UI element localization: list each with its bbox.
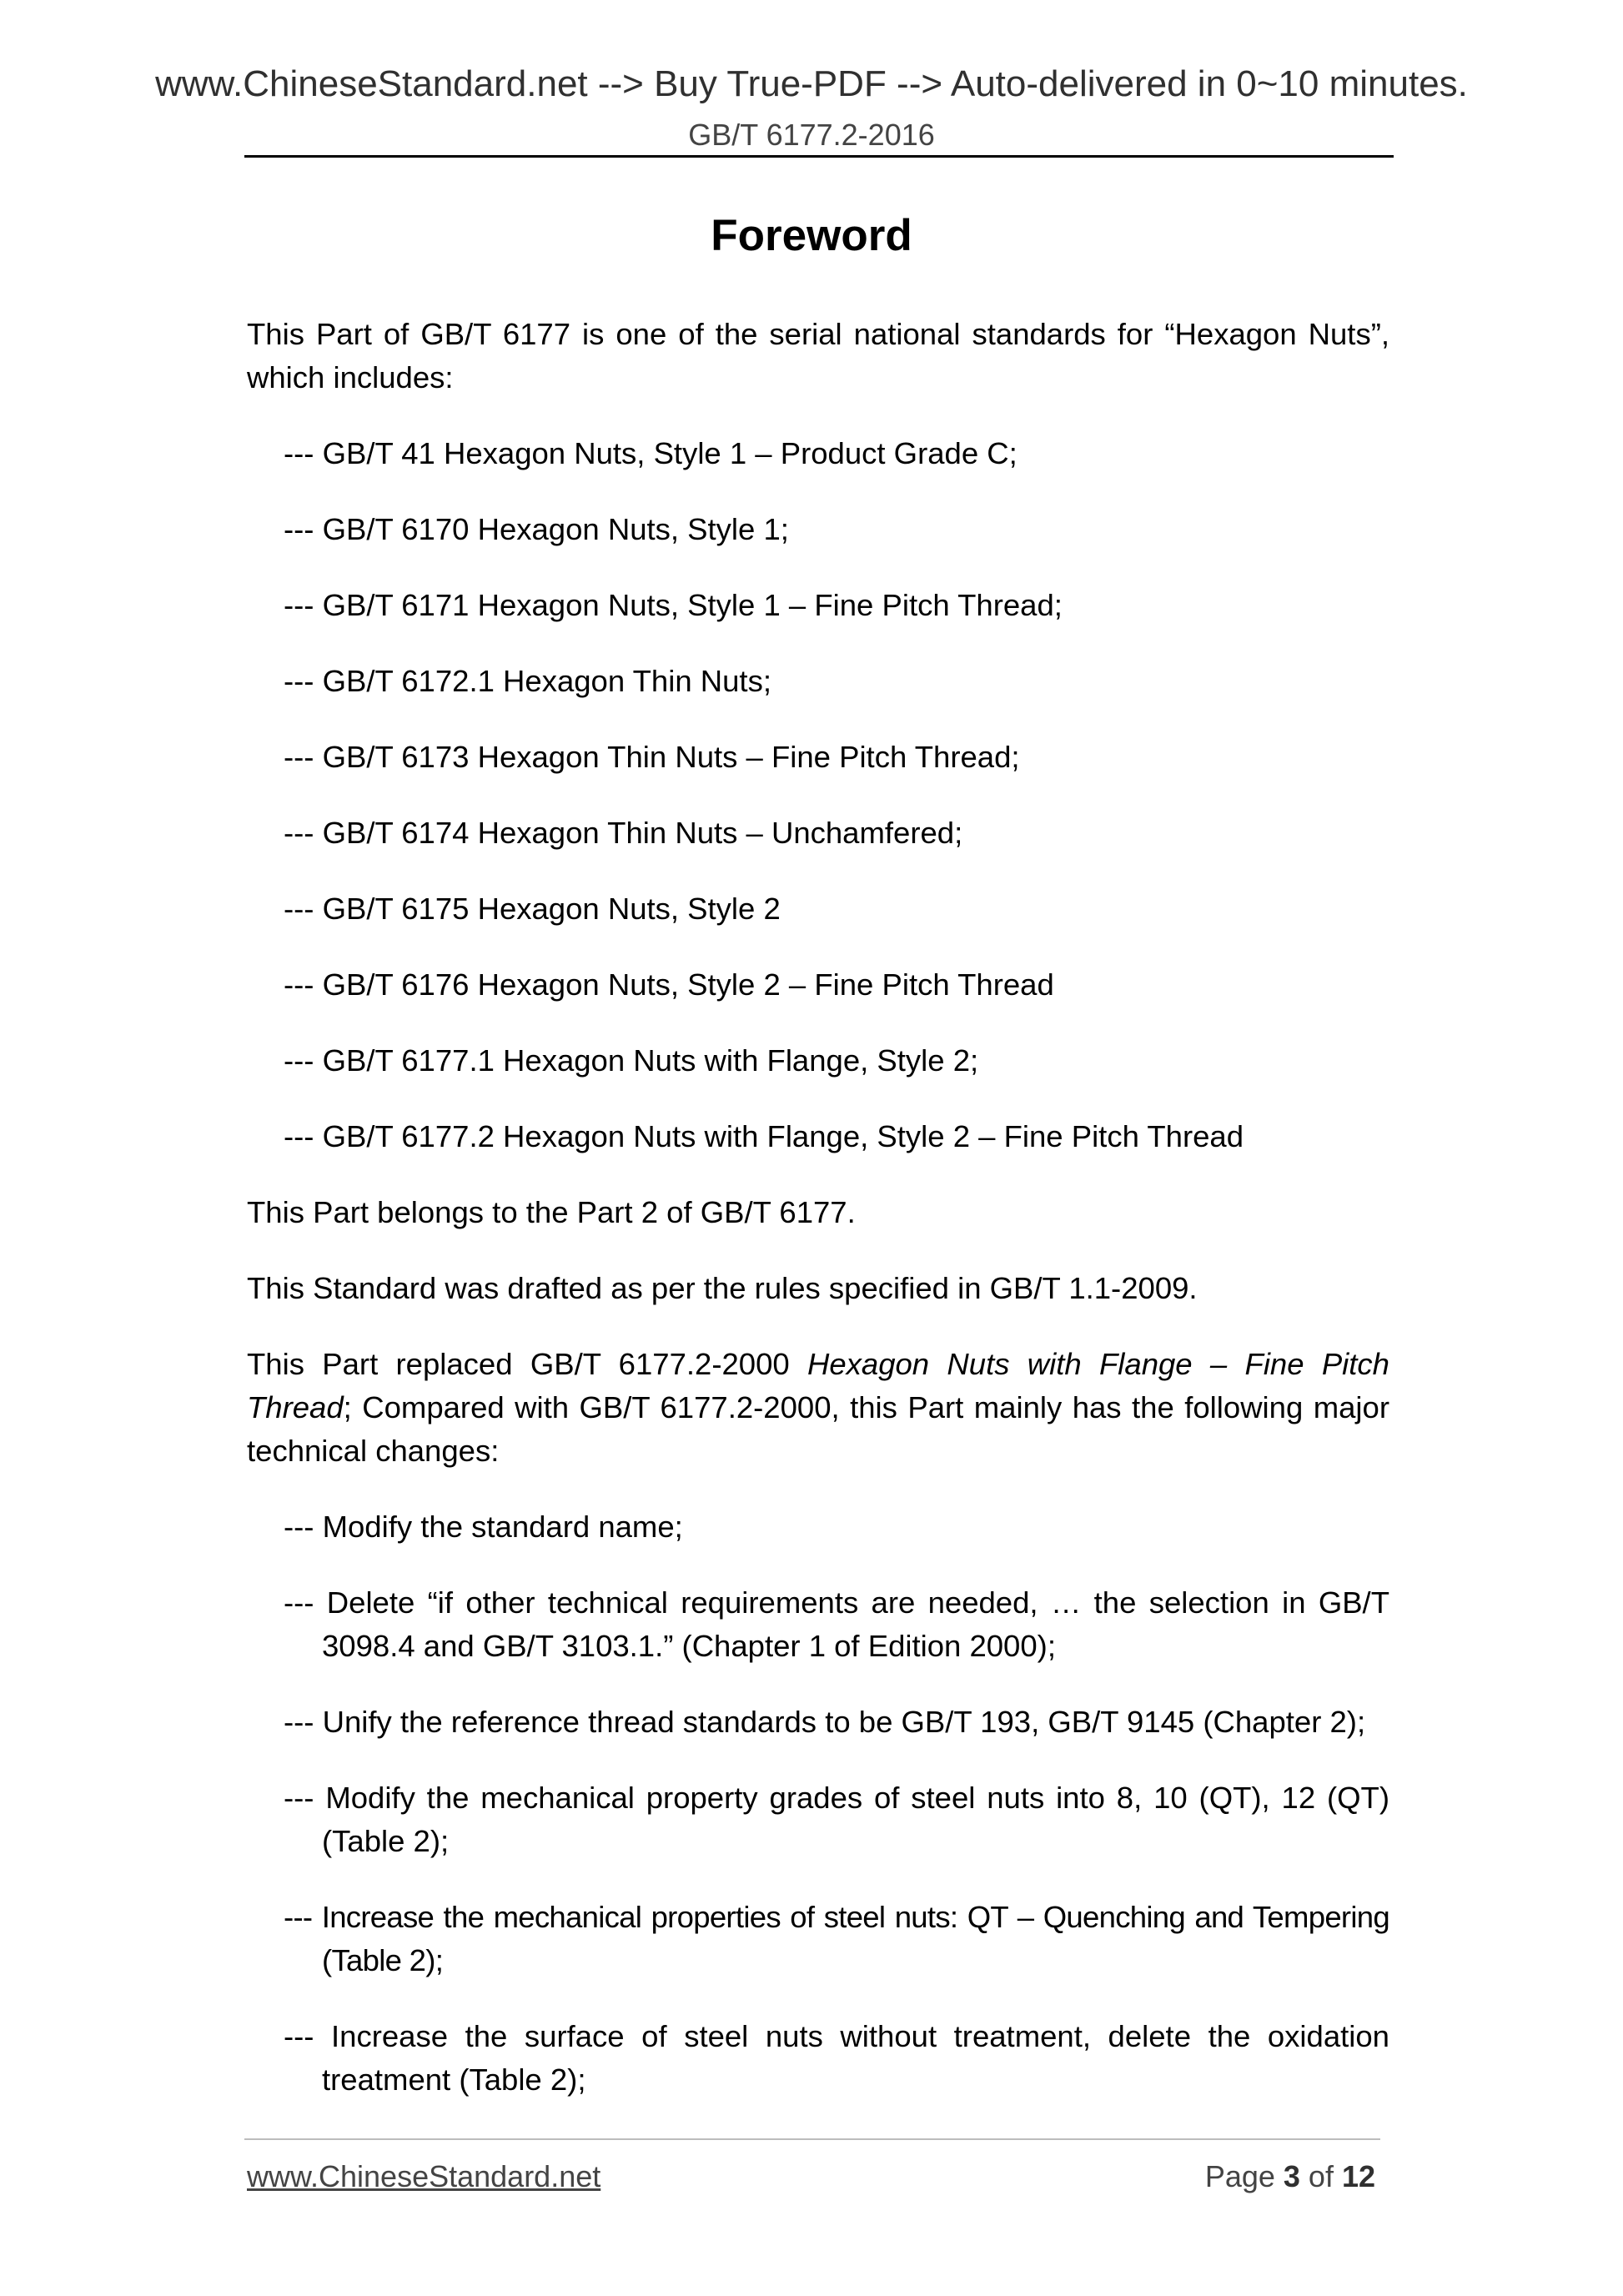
header-banner: www.ChineseStandard.net --> Buy True-PDF --> Auto-delivered in 0~10 minutes.	[155, 63, 1468, 104]
intro-paragraph: This Part of GB/T 6177 is one of the serial national standards for “Hexagon Nuts”, which includes:	[247, 317, 1389, 394]
replaced-prefix: This Part replaced GB/T 6177.2-2000	[247, 1347, 807, 1381]
list-item: --- GB/T 6170 Hexagon Nuts, Style 1;	[284, 512, 789, 546]
document-body	[247, 313, 1389, 2134]
list-item: --- Delete “if other technical requirements are needed, … the selection in GB/T 3098.4 and GB/T 3103.1.” (Chapter 1 of Edition 2000);	[284, 1585, 1389, 1663]
list-item: --- GB/T 6175 Hexagon Nuts, Style 2	[284, 892, 781, 926]
changes-list	[247, 1505, 1389, 2102]
list-item: --- GB/T 6176 Hexagon Nuts, Style 2 – Fine Pitch Thread	[284, 967, 1054, 1002]
footer-website-link[interactable]: www.ChineseStandard.net	[247, 2159, 601, 2193]
list-item: --- Increase the surface of steel nuts without treatment, delete the oxidation treatment (Table 2);	[284, 2019, 1389, 2097]
page-total: 12	[1341, 2159, 1375, 2193]
list-item: --- GB/T 6172.1 Hexagon Thin Nuts;	[284, 664, 771, 698]
replaced-standard-title: Hexagon Nuts with Flange – Fine Pitch Thread	[247, 1347, 1389, 1424]
replaced-paragraph	[247, 1343, 1389, 1473]
list-item: --- Modify the standard name;	[284, 1510, 683, 1544]
series-list	[247, 432, 1389, 1158]
drafting-note-paragraph: This Standard was drafted as per the rules specified in GB/T 1.1-2009.	[247, 1271, 1198, 1305]
page-number	[1205, 2159, 1375, 2194]
page-current: 3	[1283, 2159, 1300, 2193]
list-item: --- GB/T 6174 Hexagon Thin Nuts – Unchamfered;	[284, 816, 963, 850]
list-item: --- Modify the mechanical property grades of steel nuts into 8, 10 (QT), 12 (QT) (Table 2);	[284, 1781, 1389, 1858]
page-title: Foreword	[711, 211, 912, 260]
list-item: --- GB/T 6173 Hexagon Thin Nuts – Fine Pitch Thread;	[284, 740, 1020, 774]
page-word: Page	[1204, 2159, 1284, 2193]
page-of: of	[1299, 2159, 1342, 2193]
header-standard-code: GB/T 6177.2-2016	[688, 118, 935, 152]
list-item: --- GB/T 6177.2 Hexagon Nuts with Flange, Style 2 – Fine Pitch Thread	[284, 1119, 1244, 1153]
header-divider	[244, 155, 1394, 158]
replaced-suffix: ; Compared with GB/T 6177.2-2000, this Part mainly has the following major technical changes:	[247, 1390, 1389, 1468]
part-note-paragraph: This Part belongs to the Part 2 of GB/T 6177.	[247, 1195, 856, 1229]
list-item: --- Unify the reference thread standards to be GB/T 193, GB/T 9145 (Chapter 2);	[284, 1705, 1366, 1739]
footer-divider	[244, 2138, 1380, 2140]
list-item: --- GB/T 6171 Hexagon Nuts, Style 1 – Fine Pitch Thread;	[284, 588, 1063, 622]
list-item: --- GB/T 41 Hexagon Nuts, Style 1 – Product Grade C;	[284, 436, 1018, 470]
list-item: --- Increase the mechanical properties of steel nuts: QT – Quenching and Tempering (Table 2);	[284, 1900, 1389, 1977]
list-item: --- GB/T 6177.1 Hexagon Nuts with Flange, Style 2;	[284, 1043, 979, 1078]
